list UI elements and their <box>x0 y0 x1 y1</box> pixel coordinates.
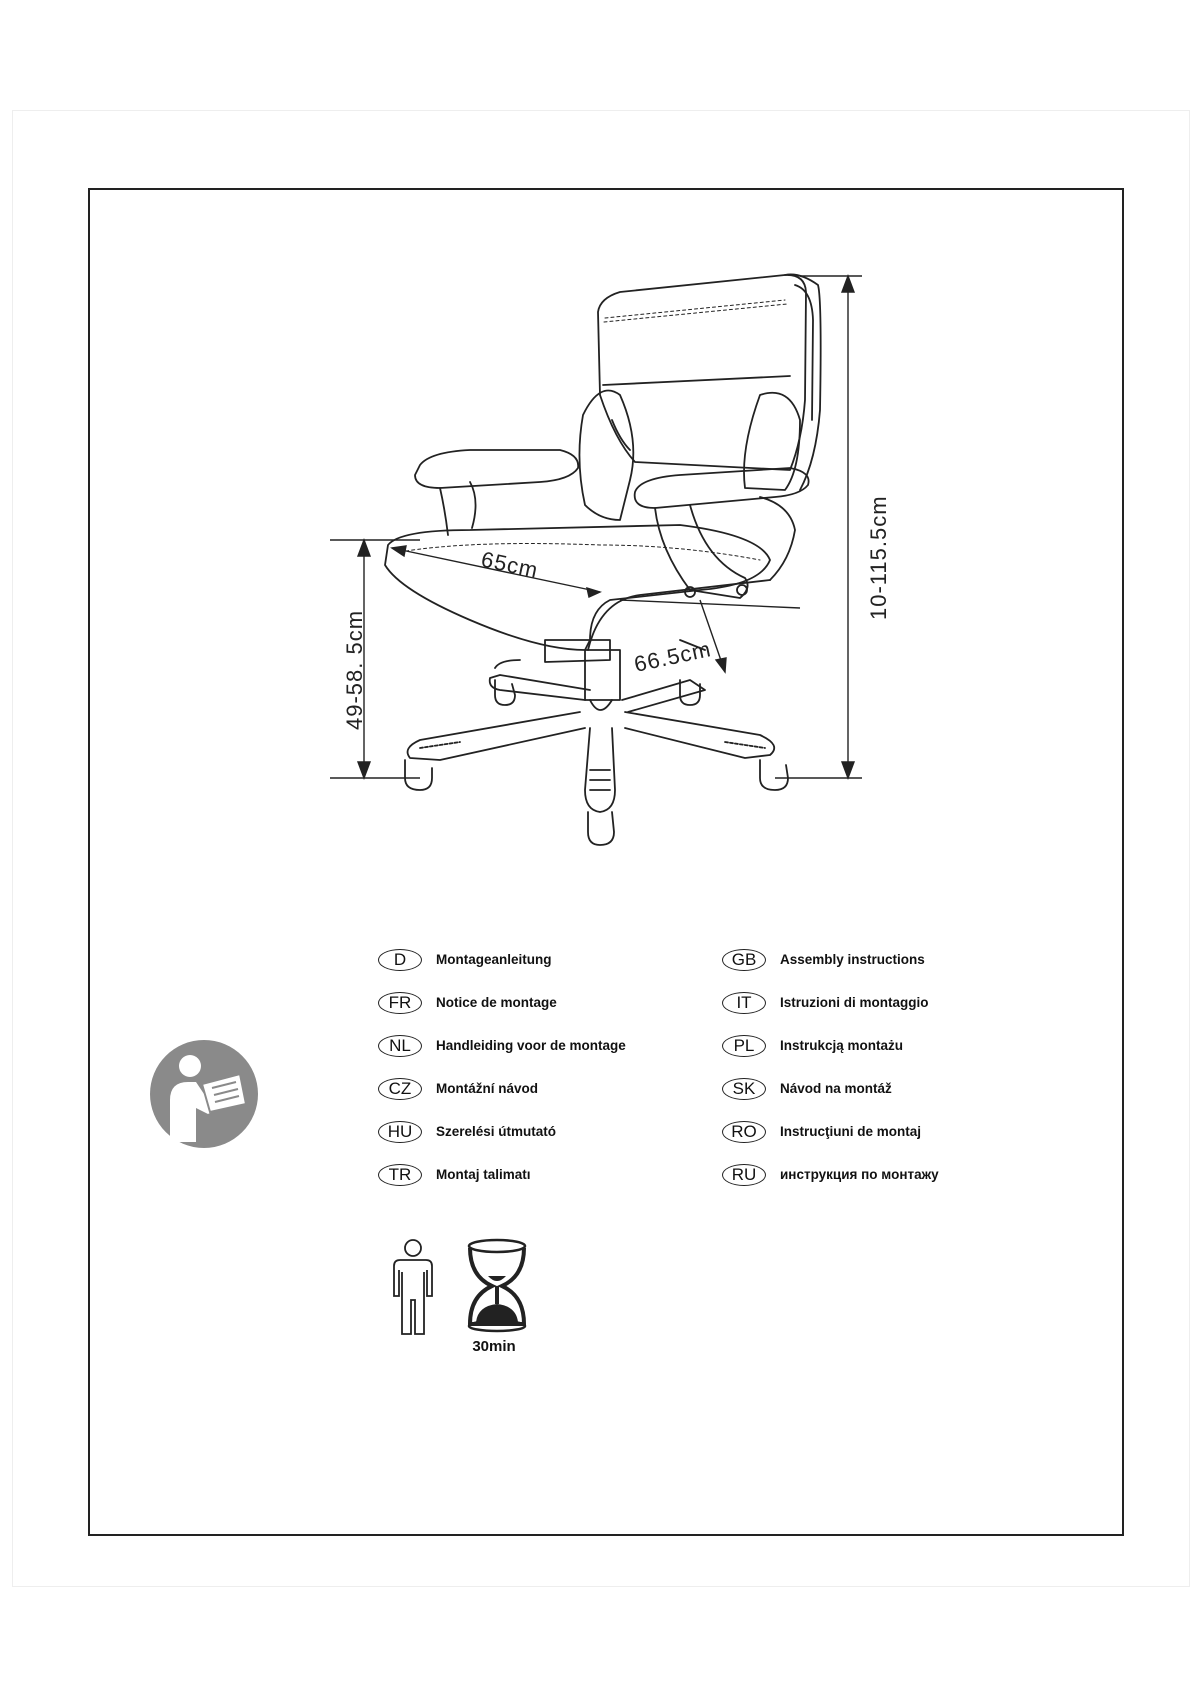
language-code: PL <box>722 1035 766 1057</box>
language-row-it <box>722 981 939 1024</box>
language-row-sk <box>722 1067 939 1110</box>
language-label: Szerelési útmutató <box>436 1124 557 1139</box>
language-code: RU <box>722 1164 766 1186</box>
dimension-labels <box>342 495 891 730</box>
dim-seat-depth: 66.5cm <box>631 636 714 677</box>
language-row-fr <box>378 981 626 1024</box>
language-row-ru <box>722 1153 939 1196</box>
language-code: RO <box>722 1121 766 1143</box>
dim-total-height: 10-115.5cm <box>866 495 891 620</box>
language-code: GB <box>722 949 766 971</box>
language-label: Handleiding voor de montage <box>436 1038 626 1053</box>
language-row-pl <box>722 1024 939 1067</box>
language-label: инструкция по монтажу <box>780 1167 939 1182</box>
dim-seat-width: 65cm <box>478 546 541 583</box>
language-label: Instrukcją montażu <box>780 1038 904 1053</box>
dim-seat-height: 49-58. 5cm <box>342 609 367 730</box>
hourglass-icon <box>466 1238 528 1334</box>
language-label: Montaj talimatı <box>436 1167 531 1182</box>
person-icon <box>390 1238 436 1338</box>
language-code: SK <box>722 1078 766 1100</box>
language-code: D <box>378 949 422 971</box>
language-row-tr <box>378 1153 626 1196</box>
language-code: TR <box>378 1164 422 1186</box>
language-code: FR <box>378 992 422 1014</box>
language-code: CZ <box>378 1078 422 1100</box>
language-label: Montageanleitung <box>436 952 552 967</box>
language-row-ro <box>722 1110 939 1153</box>
language-label: Assembly instructions <box>780 952 925 967</box>
language-list-left <box>378 938 626 1196</box>
language-label: Montážní návod <box>436 1081 538 1096</box>
language-code: HU <box>378 1121 422 1143</box>
language-row-nl <box>378 1024 626 1067</box>
assembly-time: 30min <box>472 1338 516 1355</box>
language-code: NL <box>378 1035 422 1057</box>
language-label: Návod na montáž <box>780 1081 892 1096</box>
language-row-cz <box>378 1067 626 1110</box>
language-label: Istruzioni di montaggio <box>780 995 929 1010</box>
language-code: IT <box>722 992 766 1014</box>
language-list-right <box>722 938 939 1196</box>
language-label: Notice de montage <box>436 995 557 1010</box>
language-row-d <box>378 938 626 981</box>
language-label: Instrucţiuni de montaj <box>780 1124 922 1139</box>
read-manual-icon <box>148 1038 260 1150</box>
language-row-gb <box>722 938 939 981</box>
language-row-hu <box>378 1110 626 1153</box>
